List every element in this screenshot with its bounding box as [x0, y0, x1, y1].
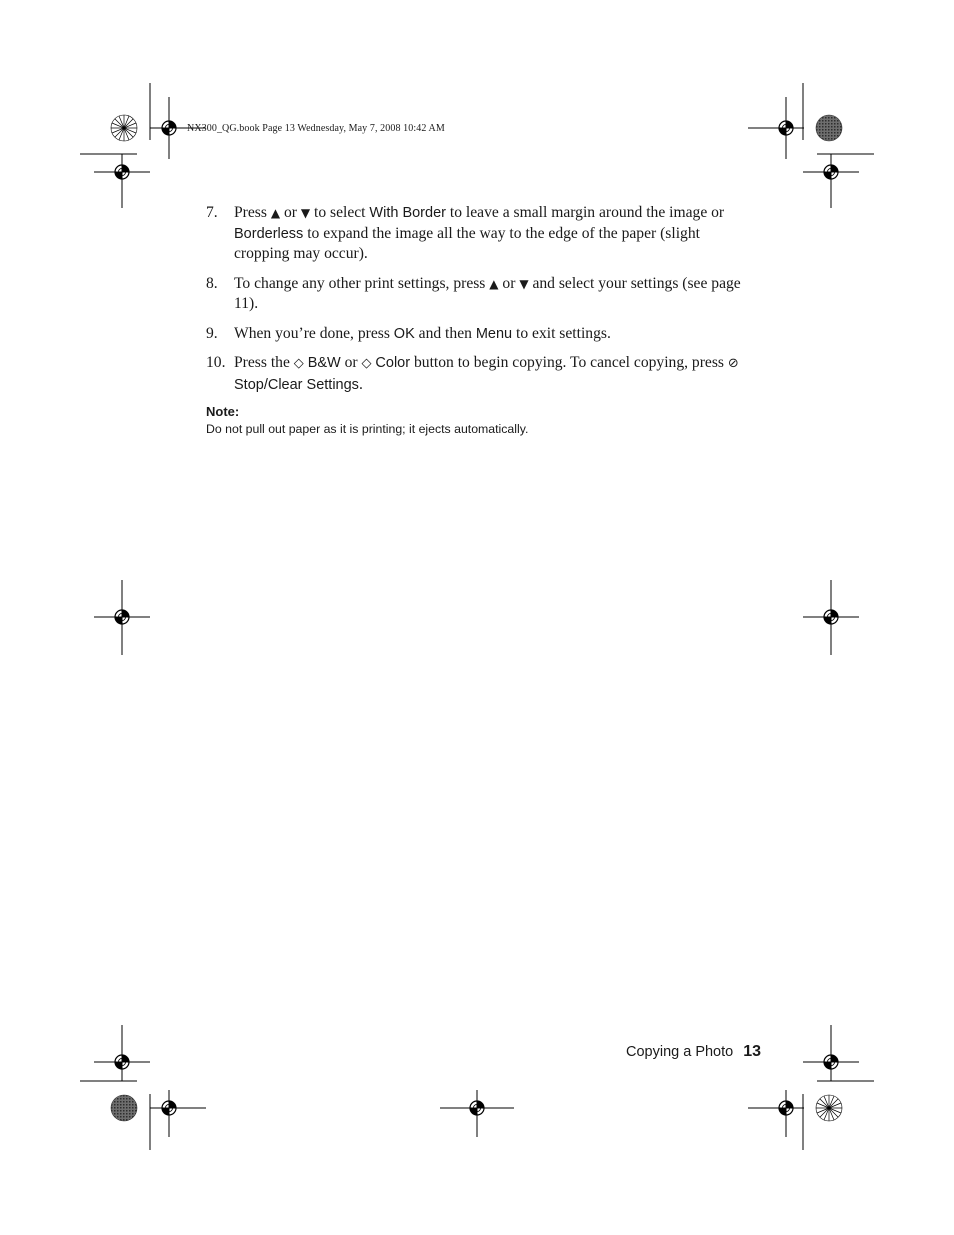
- page-number: 13: [743, 1043, 762, 1060]
- step-number: 9.: [206, 324, 218, 342]
- step-text: to expand the image all the way to the edge of the paper (slight cropping may occur).: [234, 224, 700, 262]
- step-text: When you’re done, press: [234, 324, 394, 342]
- section-title: Copying a Photo: [626, 1044, 734, 1060]
- with-border-option: With Border: [369, 205, 446, 221]
- menu-button-label: Menu: [475, 325, 513, 342]
- stop-clear-settings-label: Stop/Clear Settings: [234, 376, 359, 393]
- steps-list: [206, 203, 751, 404]
- step-10: [206, 353, 751, 395]
- note-title: Note:: [206, 404, 240, 419]
- note-box: [206, 404, 528, 436]
- ok-button-label: OK: [393, 325, 415, 342]
- step-text: to select: [310, 204, 370, 221]
- step-text: and then: [414, 324, 476, 342]
- book-header: NX300_QG.book Page 13 Wednesday, May 7, 2008 10:42 AM: [187, 123, 445, 134]
- step-9: [206, 324, 751, 345]
- start-diamond-icon: ◇: [293, 356, 304, 371]
- up-arrow-icon: ▲: [270, 206, 281, 220]
- down-arrow-icon: ▼: [300, 206, 311, 220]
- step-number: 10.: [206, 354, 226, 371]
- stop-icon: ⊘: [727, 356, 739, 371]
- start-diamond-icon: ◇: [361, 356, 372, 371]
- step-text: Press: [234, 204, 271, 221]
- step-text: or: [280, 204, 301, 221]
- step-text: and select your settings (see page 11).: [234, 274, 741, 312]
- color-button-label: Color: [375, 355, 411, 371]
- note-text: Do not pull out paper as it is printing; it ejects automatically.: [206, 422, 529, 436]
- step-text: to exit settings.: [512, 324, 611, 342]
- step-text: .: [358, 375, 363, 393]
- page-footer: [626, 1043, 761, 1061]
- step-text: button to begin copying. To cancel copying, press: [410, 354, 728, 371]
- step-text: or: [340, 354, 362, 371]
- bw-button-label: B&W: [307, 355, 341, 371]
- step-8: [206, 274, 751, 315]
- up-arrow-icon: ▲: [489, 276, 499, 291]
- step-text: Press the: [234, 354, 294, 371]
- borderless-option: Borderless: [234, 225, 304, 242]
- step-number: 7.: [206, 204, 218, 221]
- down-arrow-icon: ▼: [519, 276, 529, 291]
- step-text: To change any other print settings, press: [234, 274, 490, 292]
- step-number: 8.: [206, 274, 218, 292]
- step-text: to leave a small margin around the image or: [445, 204, 725, 221]
- step-7: [206, 203, 751, 265]
- step-text: or: [498, 274, 520, 292]
